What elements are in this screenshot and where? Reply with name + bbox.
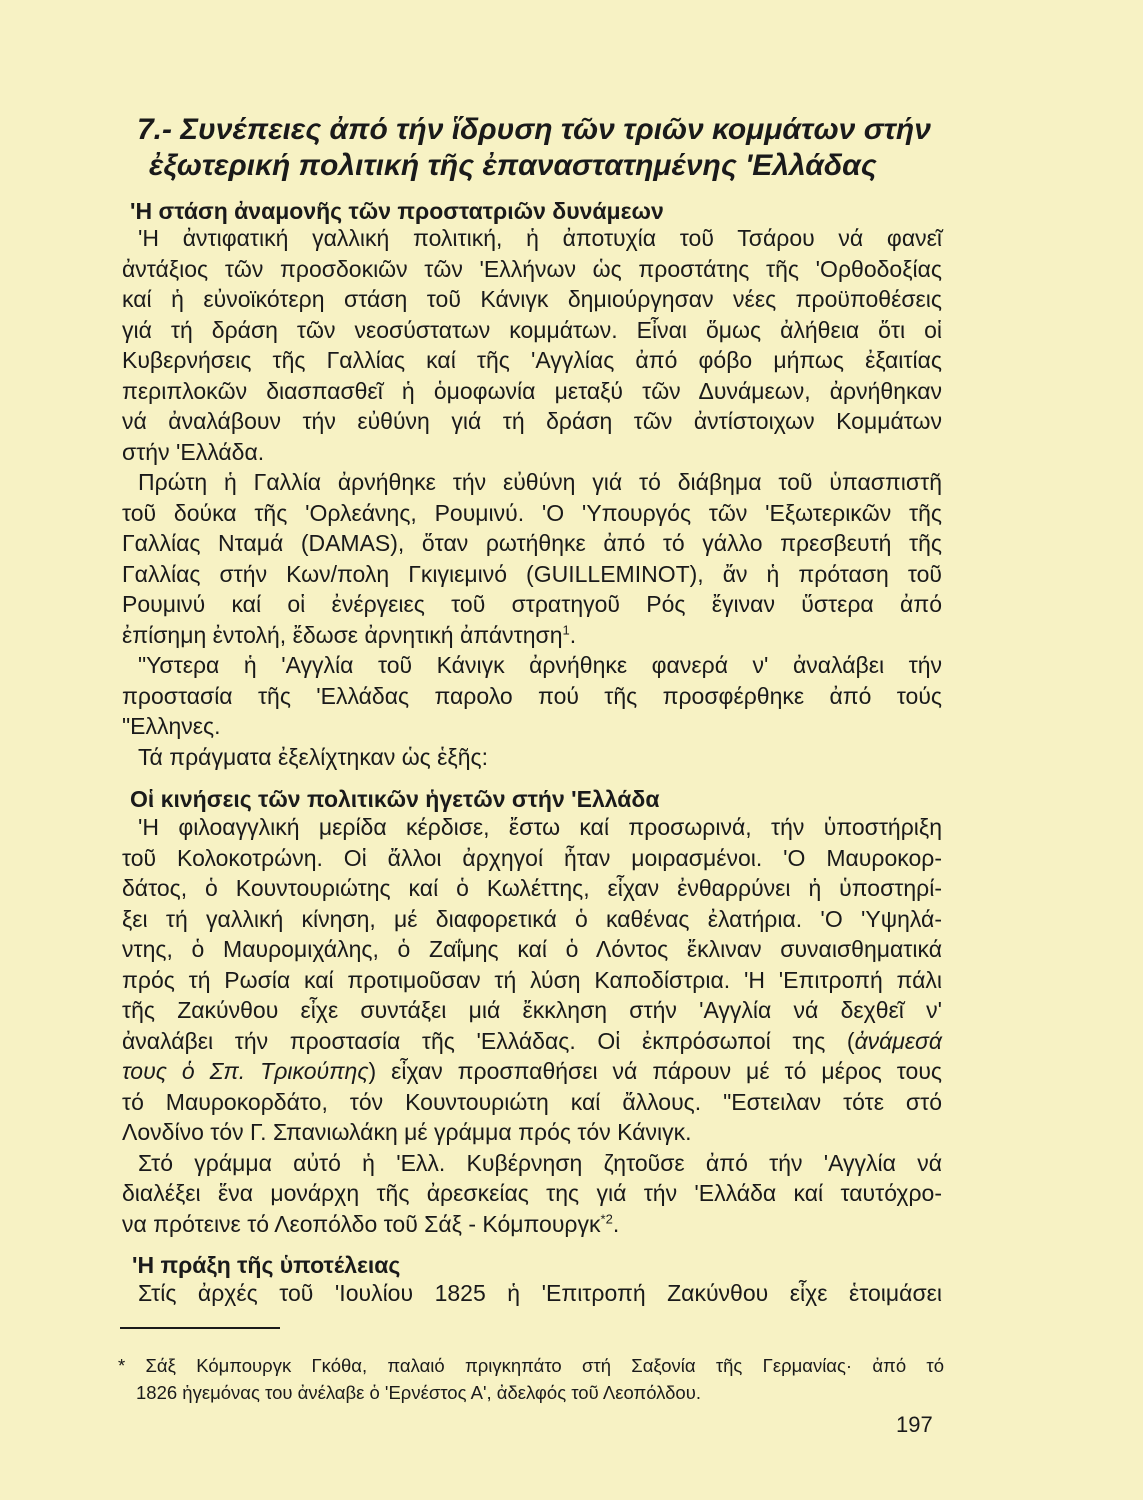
text-line: τῆς Ζακύνθου εἶχε συντάξει μιά ἔκκληση στήν 'Αγγλία νά δεχθεῖ ν' — [122, 997, 942, 1023]
text-line: Στίς ἀρχές τοῦ 'Ιουλίου 1825 ἡ 'Επιτροπή Ζακύνθου εἶχε ἑτοιμάσει — [138, 1280, 942, 1306]
footnote-line: 1826 ἡγεμόνας του ἀνέλαβε ὁ 'Ερνέστος Α', ἀδελφός τοῦ Λεοπόλδου. — [136, 1382, 701, 1403]
text-line: ντης, ὁ Μαυρομιχάλης, ὁ Ζαΐμης καί ὁ Λόντος ἔκλιναν συναισθηματικά — [122, 936, 942, 962]
text-line: Στό γράμμα αὐτό ἡ 'Ελλ. Κυβέρνηση ζητοῦσε ἀπό τήν 'Αγγλία νά — [138, 1149, 942, 1176]
paragraph: Τά πράγματα ἐξελίχτηκαν ὡς ἑξῆς: — [138, 743, 488, 770]
footnote-ref: *2 — [600, 1210, 613, 1226]
text-line: πρός τή Ρωσία καί προτιμοῦσαν τή λύση Καποδίστρια. 'Η 'Επιτροπή πάλι — [122, 966, 942, 993]
footnote-line — [118, 1352, 944, 1379]
paragraph — [122, 223, 942, 467]
text-line: προστασία τῆς 'Ελλάδας παρολο πού τῆς προσφέρθηκε ἀπό τούς — [122, 682, 942, 709]
text-run: ἀναλάβει τήν προστασία τῆς 'Ελλάδας. Οἱ ἐκπρόσωποί της ( — [122, 1027, 855, 1054]
section-act-of-submission-body — [122, 1278, 942, 1309]
footnote-ref: 1 — [562, 621, 570, 637]
paragraph — [122, 812, 942, 1148]
text-line: περιπλοκῶν διασπασθεῖ ἡ ὁμοφωνία μεταξύ τῶν Δυνάμεων, ἀρνήθηκαν — [122, 377, 942, 404]
section-heading-waiting-stance: 'Η στάση ἀναμονῆς τῶν προστατριῶν δυνάμεων — [130, 198, 664, 224]
text-line — [122, 620, 942, 651]
footnote — [118, 1352, 944, 1406]
section-political-leaders-body — [122, 812, 942, 1239]
text-line: τό Μαυροκορδάτο, τόν Κουντουριώτη καί ἄλλους. "Εστειλαν τότε στό — [122, 1088, 942, 1115]
text-run-italic: τους ὁ Σπ. Τρικούπης — [122, 1058, 369, 1084]
text-line: Λονδίνο τόν Γ. Σπανιωλάκη μέ γράμμα πρός τόν Κάνιγκ. — [122, 1119, 692, 1145]
section-heading-act-of-submission: 'Η πράξη τῆς ὑποτέλειας — [132, 1252, 401, 1278]
paragraph — [122, 1148, 942, 1240]
text-line: 'Η φιλοαγγλική μερίδα κέρδισε, ἔστω καί προσωρινά, τήν ὑποστήριξη — [138, 814, 942, 840]
text-line: γιά τή δράση τῶν νεοσύστατων κομμάτων. Εἶναι ὅμως ἀλήθεια ὅτι οἱ — [122, 316, 942, 343]
text-run: . — [612, 1210, 620, 1237]
text-line: δάτος, ὁ Κουντουριώτης καί ὁ Κωλέττης, εἶχαν ἐνθαρρύνει ἡ ὑποστηρί- — [122, 875, 942, 901]
text-line: νά ἀναλάβουν τήν εὐθύνη γιά τή δράση τῶν ἀντίστοιχων Κομμάτων — [122, 408, 942, 434]
text-run: ἐπίσημη ἐντολή, ἔδωσε ἀρνητική ἀπάντηση — [122, 621, 563, 648]
text-run-italic: ἀνάμεσά — [854, 1027, 942, 1054]
text-line: τοῦ Κολοκοτρώνη. Οἱ ἄλλοι ἀρχηγοί ἦταν μοιρασμένοι. 'Ο Μαυροκορ- — [122, 844, 942, 871]
paragraph — [122, 467, 942, 650]
text-line: "Υστερα ἡ 'Αγγλία τοῦ Κάνιγκ ἀρνήθηκε φανερά ν' ἀναλάβει τήν — [138, 652, 942, 678]
chapter-title-line-2: ἐξωτερική πολιτική τῆς ἐπαναστατημένης 'Ελλάδας — [149, 149, 877, 182]
footnote-marker: * — [118, 1355, 126, 1376]
text-line: ἀντάξιος τῶν προσδοκιῶν τῶν 'Ελλήνων ὡς προστάτης τῆς 'Ορθοδοξίας — [122, 255, 942, 282]
text-line: τοῦ δούκα τῆς 'Ορλεάνης, Ρουμινύ. 'Ο 'Υπουργός τῶν 'Εξωτερικῶν τῆς — [122, 499, 942, 526]
text-line: Πρώτη ἡ Γαλλία ἀρνήθηκε τήν εὐθύνη γιά τό διάβημα τοῦ ὑπασπιστῆ — [138, 469, 942, 495]
text-line — [122, 1026, 942, 1057]
text-line: στήν 'Ελλάδα. — [122, 438, 265, 465]
text-line: 'Η ἀντιφατική γαλλική πολιτική, ἡ ἀποτυχία τοῦ Τσάρου νά φανεῖ — [138, 225, 942, 251]
text-line: Ρουμινύ καί οἱ ἐνέργειες τοῦ στρατηγοῦ Ρός ἔγιναν ὕστερα ἀπό — [122, 591, 942, 617]
text-line: Κυβερνήσεις τῆς Γαλλίας καί τῆς 'Αγγλίας ἀπό φόβο μήπως ἐξαιτίας — [122, 347, 942, 373]
text-run: . — [569, 621, 577, 648]
text-line: καί ἡ εὐνοϊκότερη στάση τοῦ Κάνιγκ δημιούργησαν νέες προϋποθέσεις — [122, 286, 942, 312]
text-line: ξει τή γαλλική κίνηση, μέ διαφορετικά ὁ καθένας ἐλατήρια. 'Ο 'Υψηλά- — [122, 905, 942, 932]
section-waiting-stance-body — [122, 223, 942, 772]
text-run: ) εἶχαν προσπαθήσει νά πάρουν μέ τό μέρος τους — [368, 1058, 942, 1084]
section-heading-political-leaders: Οἱ κινήσεις τῶν πολιτικῶν ἡγετῶν στήν 'Ελλάδα — [130, 786, 660, 812]
text-line: Γαλλίας Νταμά (DAMAS), ὅταν ρωτήθηκε ἀπό τό γάλλο πρεσβευτή τῆς — [122, 530, 942, 556]
text-run: Σάξ Κόμπουργκ Γκόθα, παλαιό πριγκηπάτο στή Σαξονία τῆς Γερμανίας· ἀπό τό — [145, 1355, 944, 1376]
text-line: διαλέξει ἕνα μονάρχη τῆς ἀρεσκείας της γιά τήν 'Ελλάδα καί ταυτόχρο- — [122, 1180, 942, 1206]
footnote-divider — [120, 1327, 280, 1329]
paragraph — [122, 650, 942, 742]
text-line: Γαλλίας στήν Κων/πολη Γκιγιεμινό (GUILLEMINOT), ἄν ἡ πρόταση τοῦ — [122, 560, 942, 587]
text-line: "Ελληνες. — [122, 713, 221, 739]
chapter-title — [137, 112, 967, 184]
text-line — [122, 1209, 942, 1240]
text-line — [122, 1056, 942, 1087]
text-run: να πρότεινε τό Λεοπόλδο τοῦ Σάξ - Κόμπουργκ — [122, 1210, 601, 1237]
chapter-title-line-1: 7.- Συνέπειες ἀπό τήν ἵδρυση τῶν τριῶν κομμάτων στήν — [137, 113, 931, 146]
page-number: 197 — [896, 1412, 933, 1437]
